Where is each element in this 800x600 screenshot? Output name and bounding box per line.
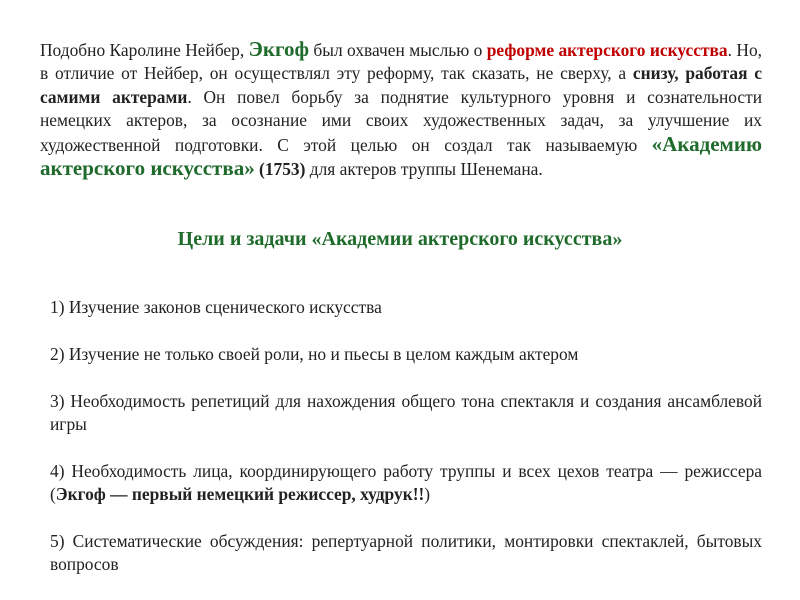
goals-list — [50, 296, 762, 600]
academy-year: (1753) — [254, 159, 306, 180]
goal-item-4-close: ) — [424, 484, 431, 505]
goal-item-4-text: 4) Необходимость лица, координирующего работу труппы и всех цехов театра — режиссера ( — [50, 460, 762, 505]
intro-text-1: Подобно Каролине Нейбер, — [40, 40, 249, 60]
ekhof-name: Экгоф — [248, 37, 310, 61]
intro-paragraph — [40, 38, 762, 181]
goal-item-5: 5) Систематические обсуждения: репертуарной политики, монтировки спектаклей, бытовых вопросов — [50, 531, 762, 575]
intro-text-3: . Но, в отличие от Нейбер, он осуществлял эту реформу, так сказать, не сверху, а — [40, 40, 762, 84]
goal-item-4 — [50, 460, 762, 507]
academy-name: «Академию актерского искусства» — [40, 131, 762, 181]
goal-item-4-emphasis: Экгоф — первый немецкий режиссер, худрук!! — [55, 484, 425, 505]
goal-item-3: 3) Необходимость репетиций для нахождения общего тона спектакля и создания ансамблевой игры — [50, 390, 762, 434]
goals-heading: Цели и задачи «Академии актерского искусства» — [177, 228, 623, 250]
intro-text-5: для актеров труппы Шенемана. — [305, 159, 543, 180]
reform-phrase: реформе актерского искусства — [486, 40, 728, 60]
goal-item-1: 1) Изучение законов сценического искусства — [50, 297, 382, 317]
intro-text-2: был охвачен мыслью о — [309, 40, 487, 60]
bottom-up-phrase: снизу, работая с самими актерами — [40, 63, 762, 107]
goal-item-2: 2) Изучение не только своей роли, но и пьесы в целом каждым актером — [50, 343, 579, 364]
intro-text-4: . Он повел борьбу за поднятие культурного уровня и сознательности немецких актеров, за осознание ими своих художественных задач, за улучшение их художественной подготовки. С этой целью он создал так называемую — [40, 86, 763, 155]
